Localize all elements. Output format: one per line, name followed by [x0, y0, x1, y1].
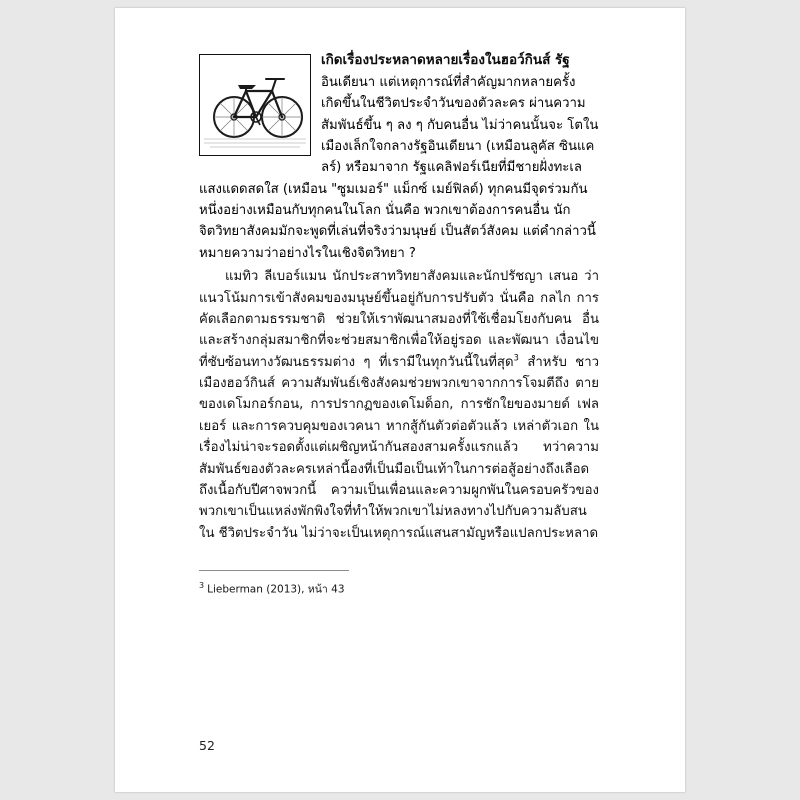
footnote-reference: 3	[513, 353, 519, 364]
page-content	[199, 50, 599, 598]
bicycle-illustration	[199, 54, 311, 156]
paragraph-1: อินเดียนา แต่เหตุการณ์ที่สำคัญมากหลายครั้ง เกิดขึ้นในชีวิตประจำวันของตัวละคร ผ่านความ สัมพันธ์ขึ้น ๆ ลง ๆ กับคนอื่น ไม่ว่าคนนั้นจะ โตในเมืองเล็กใจกลางรัฐอินเดียนา (เหมือนลูคัส ซินแคลร์) หรือมาจาก รัฐแคลิฟอร์เนียที่มีชายฝั่งทะเลแสงแดดสดใส (เหมือน "ซูมเมอร์" แม็กซ์ เมย์ฟิลด์) ทุกคนมีจุดร่วมกันหนึ่งอย่างเหมือนกับทุกคนในโลก นั่นคือ พวกเขาต้องการคนอื่น นักจิตวิทยาสังคมมักจะพูดที่เล่นที่จริงว่ามนุษย์ เป็นสัตว์สังคม แต่คำกล่าวนี้หมายความว่าอย่างไรในเชิงจิตวิทยา ?	[199, 74, 599, 261]
page-number: 52	[199, 738, 215, 753]
footnote-separator	[199, 570, 349, 571]
paragraph-2-wrapper	[199, 266, 599, 544]
bicycle-icon	[200, 55, 310, 155]
paragraph-2: แมทิว ลีเบอร์แมน นักประสาทวิทยาสังคมและนักปรัชญา เสนอ ว่าแนวโน้มการเข้าสังคมของมนุษย์ขึ้นอยู่กับการปรับตัว นั่นคือ กลไก การคัดเลือกตามธรรมชาติ ช่วยให้เราพัฒนาสมองที่ใช้เชื่อมโยงกับคน อื่นและสร้างกลุ่มสมาชิกที่จะช่วยสมาชิกเพื่อให้อยู่รอด และพัฒนา เงื่อนไขที่ซับซ้อนทางวัฒนธรรมต่าง ๆ ที่เรามีในทุกวันนี้ในที่สุด	[199, 269, 599, 370]
section-heading: เกิดเรื่องประหลาดหลายเรื่องในฮอว์กินส์ รัฐ	[321, 52, 570, 68]
footnote-text	[199, 580, 599, 598]
footnote-number: 3	[199, 581, 205, 591]
document-page	[115, 8, 685, 792]
footnote-body: Lieberman (2013), หน้า 43	[207, 583, 345, 596]
paragraph-3: สำหรับ ชาวเมืองฮอว์กินส์ ความสัมพันธ์เชิงสังคมช่วยพวกเขาจากการโจมตีถึง ตายของเดโมกอร์กอน, การปรากฏของเดโมด็อก, การชักใยของมายด์ เฟลเยอร์ และการควบคุมของเวคนา หากสู้กันตัวต่อตัวแล้ว เหล่าตัวเอก ในเรื่องไม่น่าจะรอดตั้งแต่เผชิญหน้ากันสองสามครั้งแรกแล้ว ทว่าความ สัมพันธ์ของตัวละครเหล่านี้องที่เป็นมือเป็นเท้าในการต่อสู้อย่างถึงเลือด ถึงเนื้อกับปีศาจพวกนี้ ความเป็นเพื่อนและความผูกพันในครอบครัวของ พวกเขาเป็นแหล่งพักพิงใจที่ทำให้พวกเขาไม่หลงทางไปกับความลับสนใน ชีวิตประจำวัน ไม่ว่าจะเป็นเหตุการณ์แสนสามัญหรือแปลกประหลาด	[199, 354, 600, 541]
